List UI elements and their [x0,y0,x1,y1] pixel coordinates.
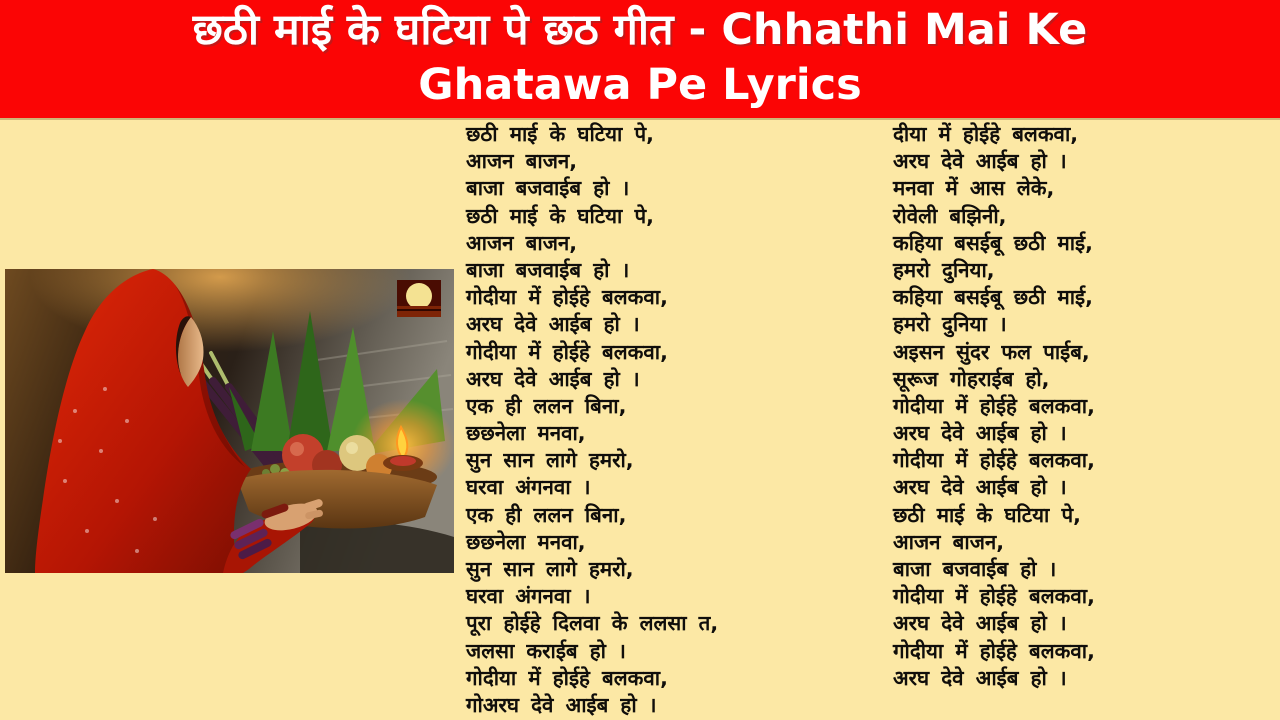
lyric-line: पूरा होईहे दिलवा के ललसा त, [466,611,719,636]
lyric-line: सुन सान लागे हमरो, [466,448,634,473]
lyric-line: हमरो दुनिया । [893,312,1007,337]
lyric-line: बाजा बजवाईब हो । [466,257,630,282]
lyric-line: एक ही ललन बिना, [466,502,627,527]
lyric-line: घरवा अंगनवा । [466,584,591,609]
lyric-line: छछनेला मनवा, [466,421,586,446]
lyric-line: आजन बाजन, [893,529,1005,554]
lyrics-column-left [466,121,718,719]
lyric-line: छठी माई के घटिया पे, [466,122,654,146]
page-title-line2: Ghatawa Pe Lyrics [418,60,862,110]
lyric-line: अरघ देवे आईब हो । [466,312,640,337]
lyric-line: घरवा अंगनवा । [466,475,591,500]
title-banner [0,0,1280,118]
lyric-line: गोदीया में होईहे बलकवा, [893,393,1095,418]
lyric-line: छठी माई के घटिया पे, [466,203,654,228]
lyric-line: गोदीया में होईहे बलकवा, [466,339,668,364]
lyric-line: सुन सान लागे हमरो, [466,557,634,581]
lyric-line: बाजा बजवाईब हो । [893,557,1057,581]
lyric-line: गोदीया में होईहे बलकवा, [893,448,1095,473]
lyric-line: आजन बाजन, [466,149,578,174]
lyric-line: गोदीया में होईहे बलकवा, [466,285,668,310]
chhath-puja-photo [5,269,454,573]
lyric-line: छछनेला मनवा, [466,529,586,554]
lyric-line: अरघ देवे आईब हो । [893,611,1067,636]
lyric-line: गोअरघ देवे आईब हो । [466,692,657,717]
lyric-line: सूरूज गोहराईब हो, [893,366,1050,391]
lyric-line: दीया में होईहे बलकवा, [893,122,1079,146]
lyric-line: मनवा में आस लेके, [893,176,1055,201]
sun-icon [397,280,441,317]
lyric-line: एक ही ललन बिना, [466,393,627,418]
lyric-line: कहिया बसईबू छठी माई, [893,285,1093,310]
lyrics-column-right [893,121,1095,692]
lyric-line: गोदीया में होईहे बलकवा, [893,584,1095,609]
page-title-line1: छठी माई के घटिया पे छठ गीत - Chhathi Mai Ke [192,5,1088,55]
lyric-line: गोदीया में होईहे बलकवा, [466,665,668,690]
lyric-line: अरघ देवे आईब हो । [893,149,1067,174]
lyric-line: छठी माई के घटिया पे, [893,502,1081,527]
chhath-photo-art [5,269,454,573]
lyric-line: आजन बाजन, [466,230,578,255]
lyric-line: जलसा कराईब हो । [466,638,626,663]
lyric-line: अइसन सुंदर फल पाईब, [893,339,1090,364]
lyric-line: कहिया बसईबू छठी माई, [893,230,1093,255]
lyric-line: बाजा बजवाईब हो । [466,176,630,201]
lyric-line: हमरो दुनिया, [893,257,995,282]
lyric-line: अरघ देवे आईब हो । [893,421,1067,446]
lyric-line: गोदीया में होईहे बलकवा, [893,638,1095,663]
lyric-line: अरघ देवे आईब हो । [893,665,1067,690]
lyric-line: रोवेली बझिनी, [893,203,1007,228]
lyric-line: अरघ देवे आईब हो । [893,475,1067,500]
lyric-line: अरघ देवे आईब हो । [466,366,640,391]
